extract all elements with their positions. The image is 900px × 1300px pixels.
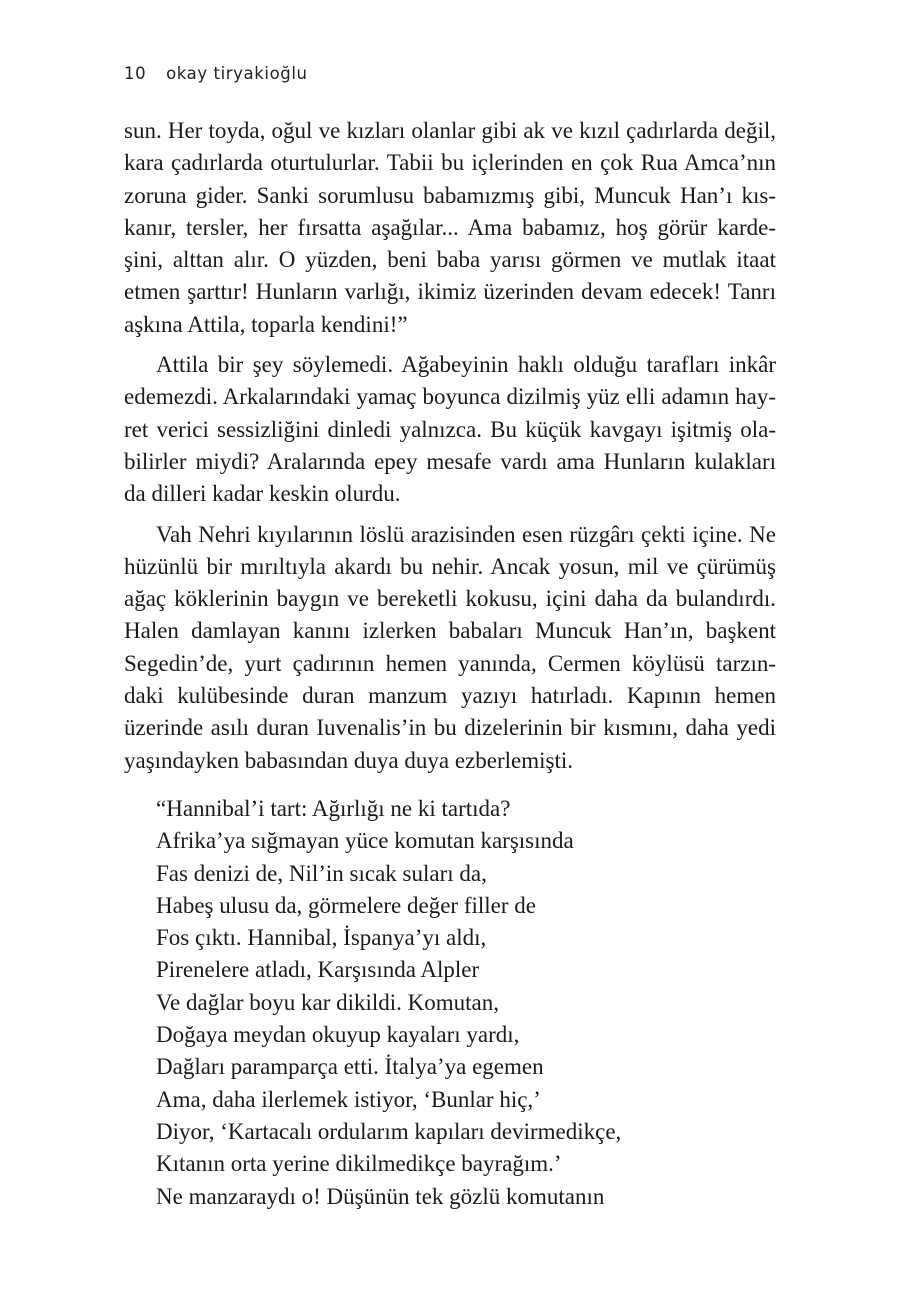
running-header (124, 64, 308, 83)
verse-line: Fas denizi de, Nil’in sıcak suları da, (156, 860, 487, 886)
page-number: 10 (124, 64, 147, 83)
text-line: Vah Nehri kıyılarının löslü arazisinden esen rüzgârı çekti içine. Ne (156, 521, 776, 547)
verse-line: Kıtanın orta yerine dikilmedikçe bayrağım.’ (156, 1151, 562, 1177)
text-line: sun. Her toyda, oğul ve kızları olanlar gibi ak ve kızıl çadırlarda değil, (124, 118, 776, 143)
text-line: edemezdi. Arkalarındaki yamaç boyunca dizilmiş yüz elli adamın hay- (124, 384, 776, 410)
text-line: Attila bir şey söylemedi. Ağabeyinin haklı olduğu tarafları inkâr (156, 352, 776, 378)
text-line: da dilleri kadar keskin olurdu. (124, 481, 401, 507)
text-line: etmen şarttır! Hunların varlığı, ikimiz üzerinden devam edecek! Tanrı (124, 279, 776, 305)
text-line: kara çadırlarda oturtulurlar. Tabii bu içlerinden en çok Rua Amca’nın (124, 150, 776, 176)
verse-line: Pirenelere atladı, Karşısında Alpler (156, 957, 480, 983)
text-line: yaşındayken babasından duya duya ezberlemişti. (124, 747, 573, 773)
verse-line: Ve dağlar boyu kar dikildi. Komutan, (156, 989, 500, 1015)
verse-line: “Hannibal’i tart: Ağırlığı ne ki tartıda? (156, 795, 511, 821)
text-line: kanır, tersler, her fırsatta aşağılar... Ama babamız, hoş görür karde- (124, 214, 776, 240)
running-header-author: okay tiryakioğlu (166, 64, 308, 83)
body-text (124, 115, 776, 1213)
verse-line: Afrika’ya sığmayan yüce komutan karşısında (156, 828, 574, 854)
verse-line: Fos çıktı. Hannibal, İspanya’yı aldı, (156, 925, 487, 951)
text-line: aşkına Attila, toparla kendini!” (124, 311, 408, 337)
text-line: bilirler miydi? Aralarında epey mesafe vardı ama Hunların kulakları (124, 448, 776, 474)
text-line: Halen damlayan kanını izlerken babaları Muncuk Han’ın, başkent (124, 618, 776, 644)
paragraph-2 (124, 349, 776, 510)
text-line: üzerinde asılı duran Iuvenalis’in bu dizelerinin bir kısmını, daha yedi (124, 715, 776, 741)
verse-line: Ne manzaraydı o! Düşünün tek gözlü komutanın (156, 1183, 605, 1209)
text-line: ağaç köklerinin baygın ve bereketli kokusu, içini daha da bulandırdı. (124, 586, 776, 612)
text-line: daki kulübesinde duran manzum yazıyı hatırladı. Kapının hemen (124, 683, 776, 709)
text-line: ret verici sessizliğini dinledi yalnızca. Bu küçük kavgayı işitmiş ola- (124, 416, 776, 442)
verse-line: Ama, daha ilerlemek istiyor, ‘Bunlar hiç,’ (156, 1086, 541, 1112)
text-line: şini, alttan alır. O yüzden, beni baba yarısı görmen ve mutlak itaat (124, 247, 776, 273)
paragraph-1 (124, 115, 776, 341)
verse-line: Doğaya meydan okuyup kayaları yardı, (156, 1022, 520, 1048)
text-line: hüzünlü bir mırıltıyla akardı bu nehir. Ancak yosun, mil ve çürümüş (124, 553, 776, 579)
text-line: Segedin’de, yurt çadırının hemen yanında, Cermen köylüsü tarzın- (124, 650, 776, 676)
verse-line: Habeş ulusu da, görmelere değer filler de (156, 892, 536, 918)
paragraph-3 (124, 519, 776, 777)
verse-line: Diyor, ‘Kartacalı ordularım kapıları devirmedikçe, (156, 1118, 622, 1144)
verse-quotation (124, 793, 776, 1213)
text-line: zoruna gider. Sanki sorumlusu babamızmış gibi, Muncuk Han’ı kıs- (124, 182, 776, 208)
verse-line: Dağları paramparça etti. İtalya’ya egemen (156, 1054, 544, 1080)
